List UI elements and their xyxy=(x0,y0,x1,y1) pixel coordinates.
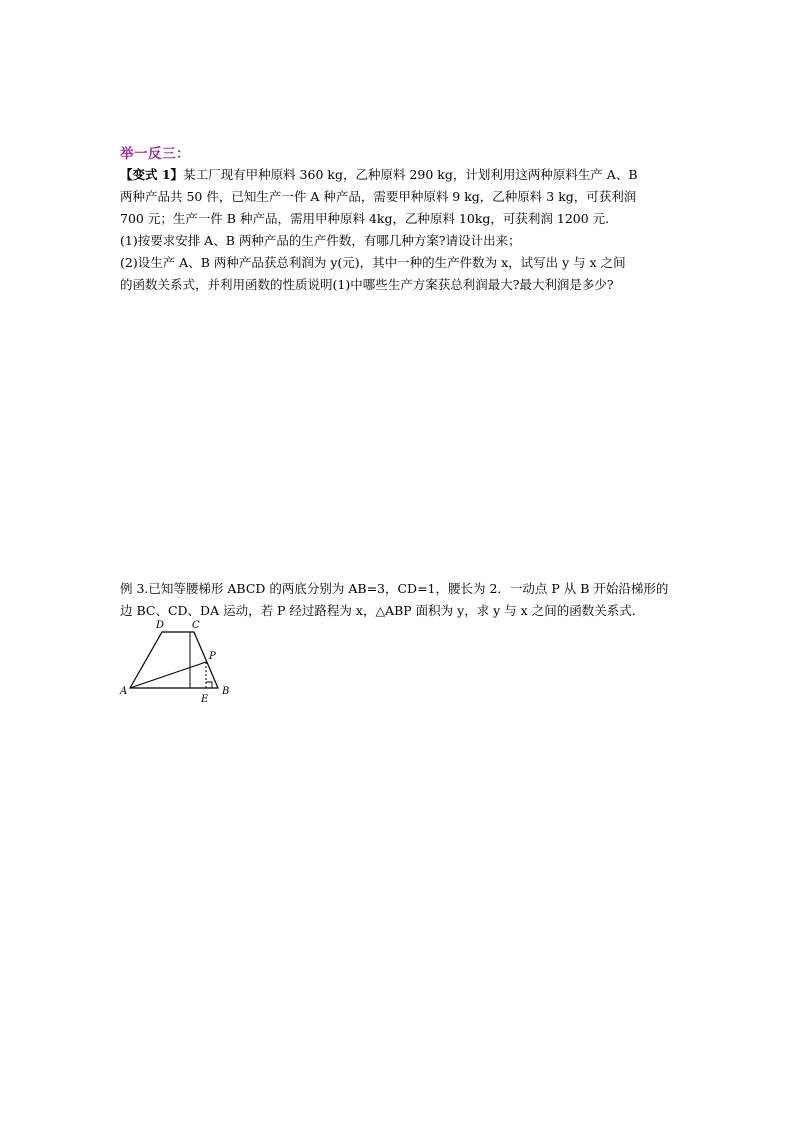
label-d: D xyxy=(156,620,165,631)
variant-1-question-2-cont: 的函数关系式，并利用函数的性质说明(1)中哪些生产方案获总利润最大?最大利润是多少? xyxy=(120,277,614,292)
trapezoid-figure xyxy=(118,618,242,704)
variant-1-line-2: 两种产品共 50 件，已知生产一件 A 种产品，需要甲种原料 9 kg，乙种原料 3 kg，可获利润 xyxy=(120,189,637,204)
example-3-problem xyxy=(120,578,680,622)
variant-1-problem xyxy=(120,164,680,296)
label-e: E xyxy=(201,694,209,704)
variant-1-question-2: (2)设生产 A、B 两种产品获总利润为 y(元)，其中一种的生产件数为 x，试写出 y 与 x 之间 xyxy=(120,255,626,270)
right-angle-mark xyxy=(206,682,212,688)
variant-1-line-3: 700 元；生产一件 B 种产品，需用甲种原料 4kg，乙种原料 10kg，可获利润 1200 元． xyxy=(120,211,618,226)
label-c: C xyxy=(192,620,200,631)
variant-1-question-1: (1)按要求安排 A、B 两种产品的生产件数，有哪几种方案?请设计出来； xyxy=(120,233,521,248)
label-a: A xyxy=(120,686,128,697)
segment-ap xyxy=(130,662,206,688)
variant-1-line-1: 【变式 1】某工厂现有甲种原料 360 kg，乙种原料 290 kg，计划利用这两种原料生产 A、B xyxy=(120,167,638,182)
variant-1-tag: 【变式 1】 xyxy=(120,167,184,182)
section-heading: 举一反三： xyxy=(120,146,190,162)
trapezoid-diagram xyxy=(118,618,242,704)
example-3-line-2: 边 BC、CD、DA 运动，若 P 经过路程为 x，△ABP 面积为 y，求 y 与 x 之间的函数关系式． xyxy=(120,603,645,618)
label-p: P xyxy=(209,651,216,662)
label-b: B xyxy=(222,686,230,697)
example-3-line-1: 例 3.已知等腰梯形 ABCD 的两底分别为 AB=3，CD=1，腰长为 2．一动点 P 从 B 开始沿梯形的 xyxy=(120,581,669,596)
trapezoid-outline xyxy=(130,632,218,688)
